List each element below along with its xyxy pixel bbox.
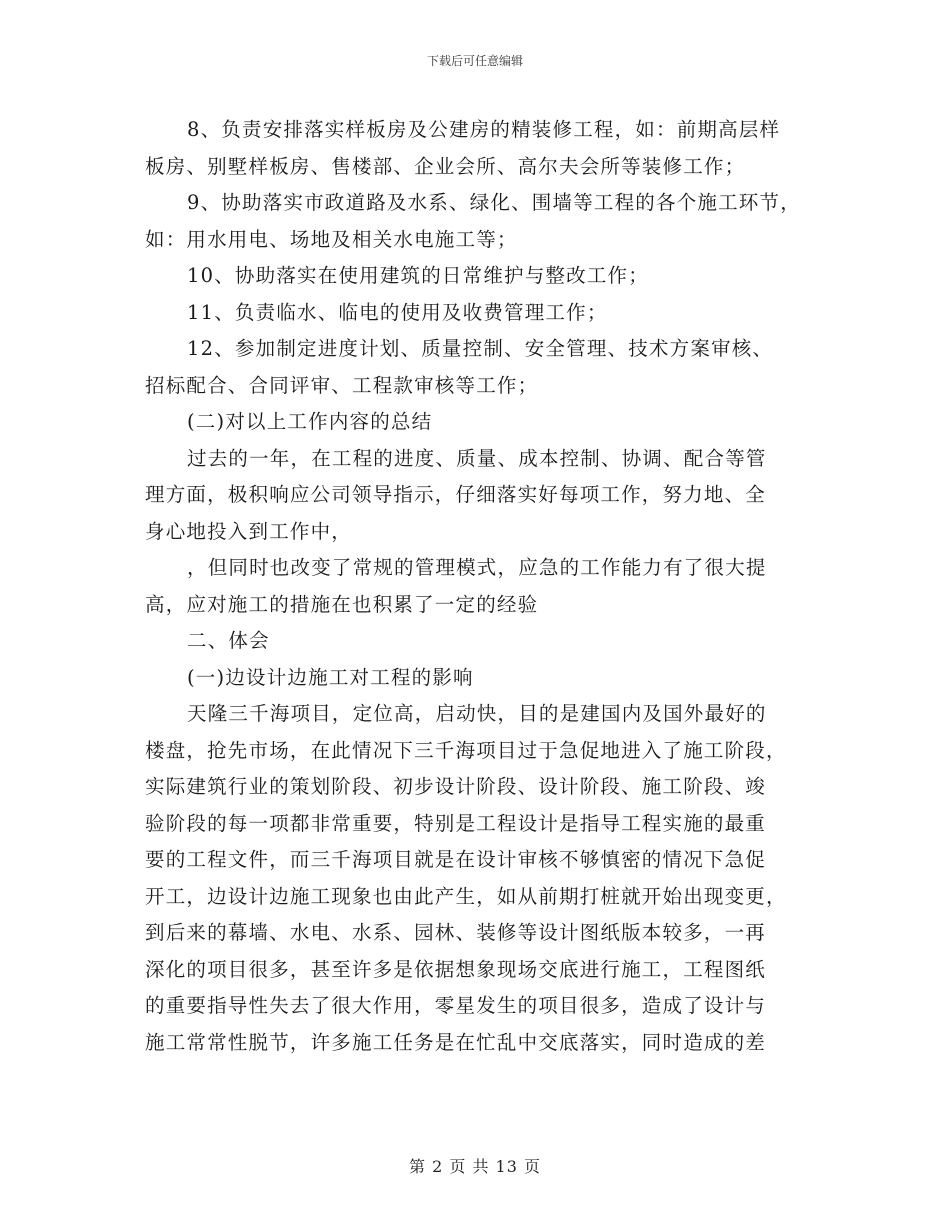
text-line: 理方面，极积响应公司领导指示，仔细落实好每项工作，努力地、全	[145, 483, 767, 506]
text-line: 高，应对施工的措施在也积累了一定的经验	[145, 592, 539, 616]
text-line: 过去的一年，在工程的进度、质量、成本控制、协调、配合等管	[187, 446, 767, 470]
text-line: 12、参加制定进度计划、质量控制、安全管理、技术方案审核、	[187, 337, 774, 360]
text-line: 天隆三千海项目，定位高，启动快，目的是建国内及国外最好的	[187, 702, 767, 725]
text-line: 施工常常性脱节，许多施工任务是在忙乱中交底落实，同时造成的差	[145, 1030, 767, 1054]
text-line: 如：用水用电、场地及相关水电施工等；	[145, 227, 518, 251]
text-line: 招标配合、合同评审、工程款审核等工作；	[145, 373, 539, 397]
text-line: 的重要指导性失去了很大作用，零星发生的项目很多，造成了设计与	[145, 994, 767, 1017]
text-line: 实际建筑行业的策划阶段、初步设计阶段、设计阶段、施工阶段、竣	[145, 775, 767, 798]
text-line: 开工，边设计边施工现象也由此产生，如从前期打桩就开始出现变更，	[145, 884, 787, 908]
text-line: (二)对以上工作内容的总结	[187, 410, 433, 433]
text-line: 到后来的幕墙、水电、水系、园林、装修等设计图纸版本较多，一再	[145, 921, 767, 944]
text-line: 9、协助落实市政道路及水系、绿化、围墙等工程的各个施工环节，	[187, 191, 801, 214]
text-line: 11、负责临水、临电的使用及收费管理工作；	[187, 300, 608, 324]
text-line: 二、体会	[187, 629, 270, 652]
text-line: 身心地投入到工作中，	[145, 519, 353, 543]
text-line: 板房、别墅样板房、售楼部、企业会所、高尔夫会所等装修工作；	[145, 154, 746, 178]
page-header: 下载后可任意编辑	[426, 54, 523, 68]
text-line: 10、协助落实在使用建筑的日常维护与整改工作；	[187, 264, 649, 287]
page-footer: 第 2 页 共 13 页	[409, 1157, 541, 1176]
text-line: 楼盘，抢先市场，在此情况下三千海项目过于急促地进入了施工阶段，	[145, 738, 787, 762]
text-line: 深化的项目很多，甚至许多是依据想象现场交底进行施工，工程图纸	[145, 957, 767, 981]
text-line: 验阶段的每一项都非常重要，特别是工程设计是指导工程实施的最重	[145, 811, 767, 835]
document-body	[145, 112, 810, 1061]
text-line: (一)边设计边施工对工程的影响	[187, 665, 474, 689]
text-line: 要的工程文件，而三千海项目就是在设计审核不够慎密的情况下急促	[145, 848, 767, 871]
text-line: ，但同时也改变了常规的管理模式，应急的工作能力有了很大提	[187, 556, 767, 579]
text-line: 8、负责安排落实样板房及公建房的精装修工程，如：前期高层样	[187, 118, 781, 141]
